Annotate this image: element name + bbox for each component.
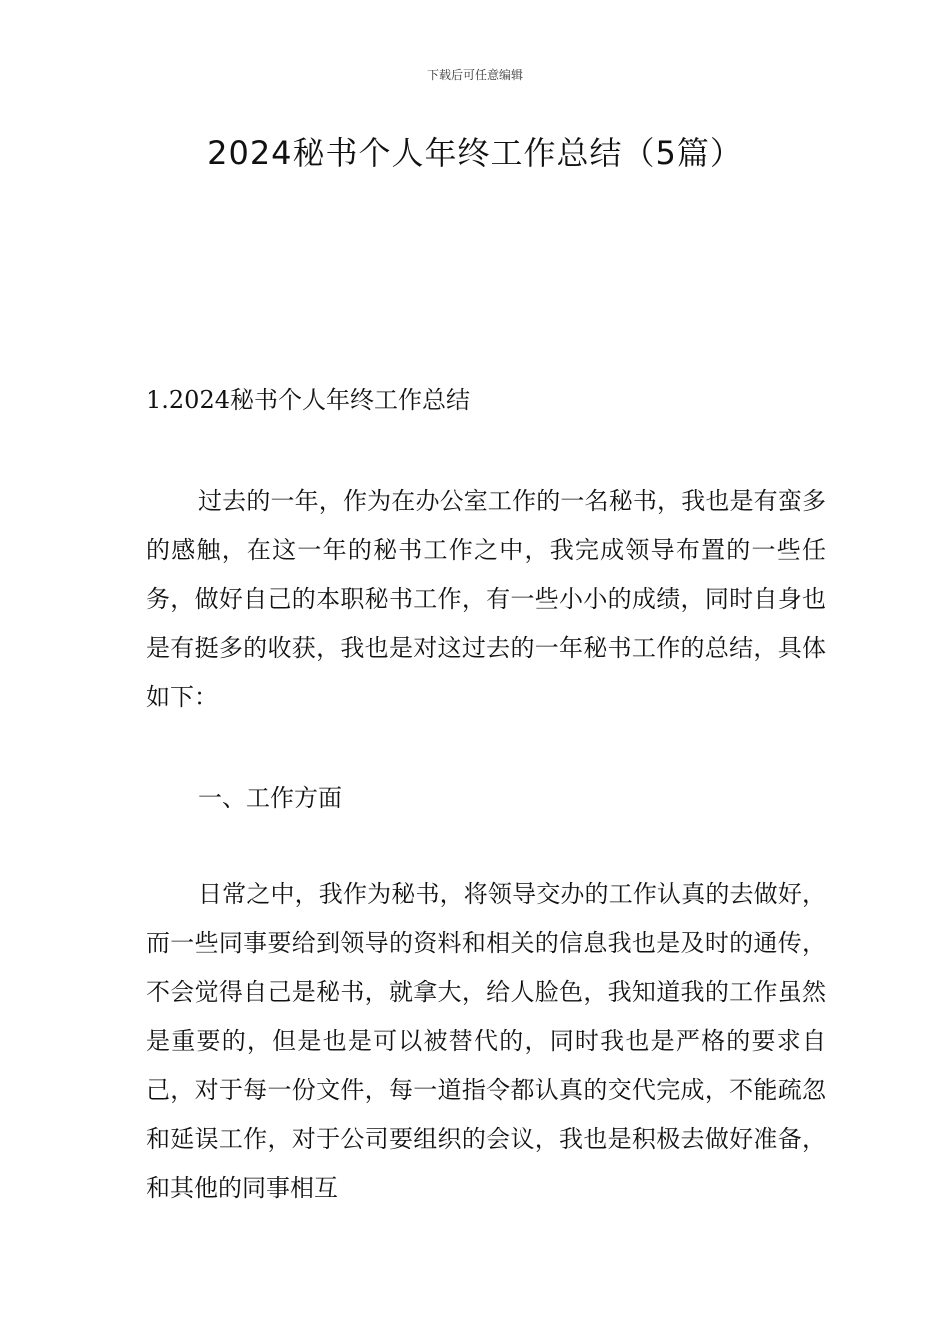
paragraph-daily-work: 日常之中，我作为秘书，将领导交办的工作认真的去做好，而一些同事要给到领导的资料和相关的信息我也是及时的通传，不会觉得自己是秘书，就拿大，给人脸色，我知道我的工作虽然是重要的，但是也是可以被替代的，同时我也是严格的要求自己，对于每一份文件，每一道指令都认真的交代完成，不能疏忽和延误工作，对于公司要组织的会议，我也是积极去做好准备，和其他的同事相互 xyxy=(146,880,826,1202)
section-title: 1.2024秘书个人年终工作总结 xyxy=(146,386,470,414)
subheading-work: 一、工作方面 xyxy=(198,784,342,812)
header-note: 下载后可任意编辑 xyxy=(426,68,523,82)
document-title: 2024秘书个人年终工作总结（5篇） xyxy=(207,134,743,172)
paragraph-intro: 过去的一年，作为在办公室工作的一名秘书，我也是有蛮多的感触，在这一年的秘书工作之中，我完成领导布置的一些任务，做好自己的本职秘书工作，有一些小小的成绩，同时自身也是有挺多的收获，我也是对这过去的一年秘书工作的总结，具体如下： xyxy=(146,487,826,711)
